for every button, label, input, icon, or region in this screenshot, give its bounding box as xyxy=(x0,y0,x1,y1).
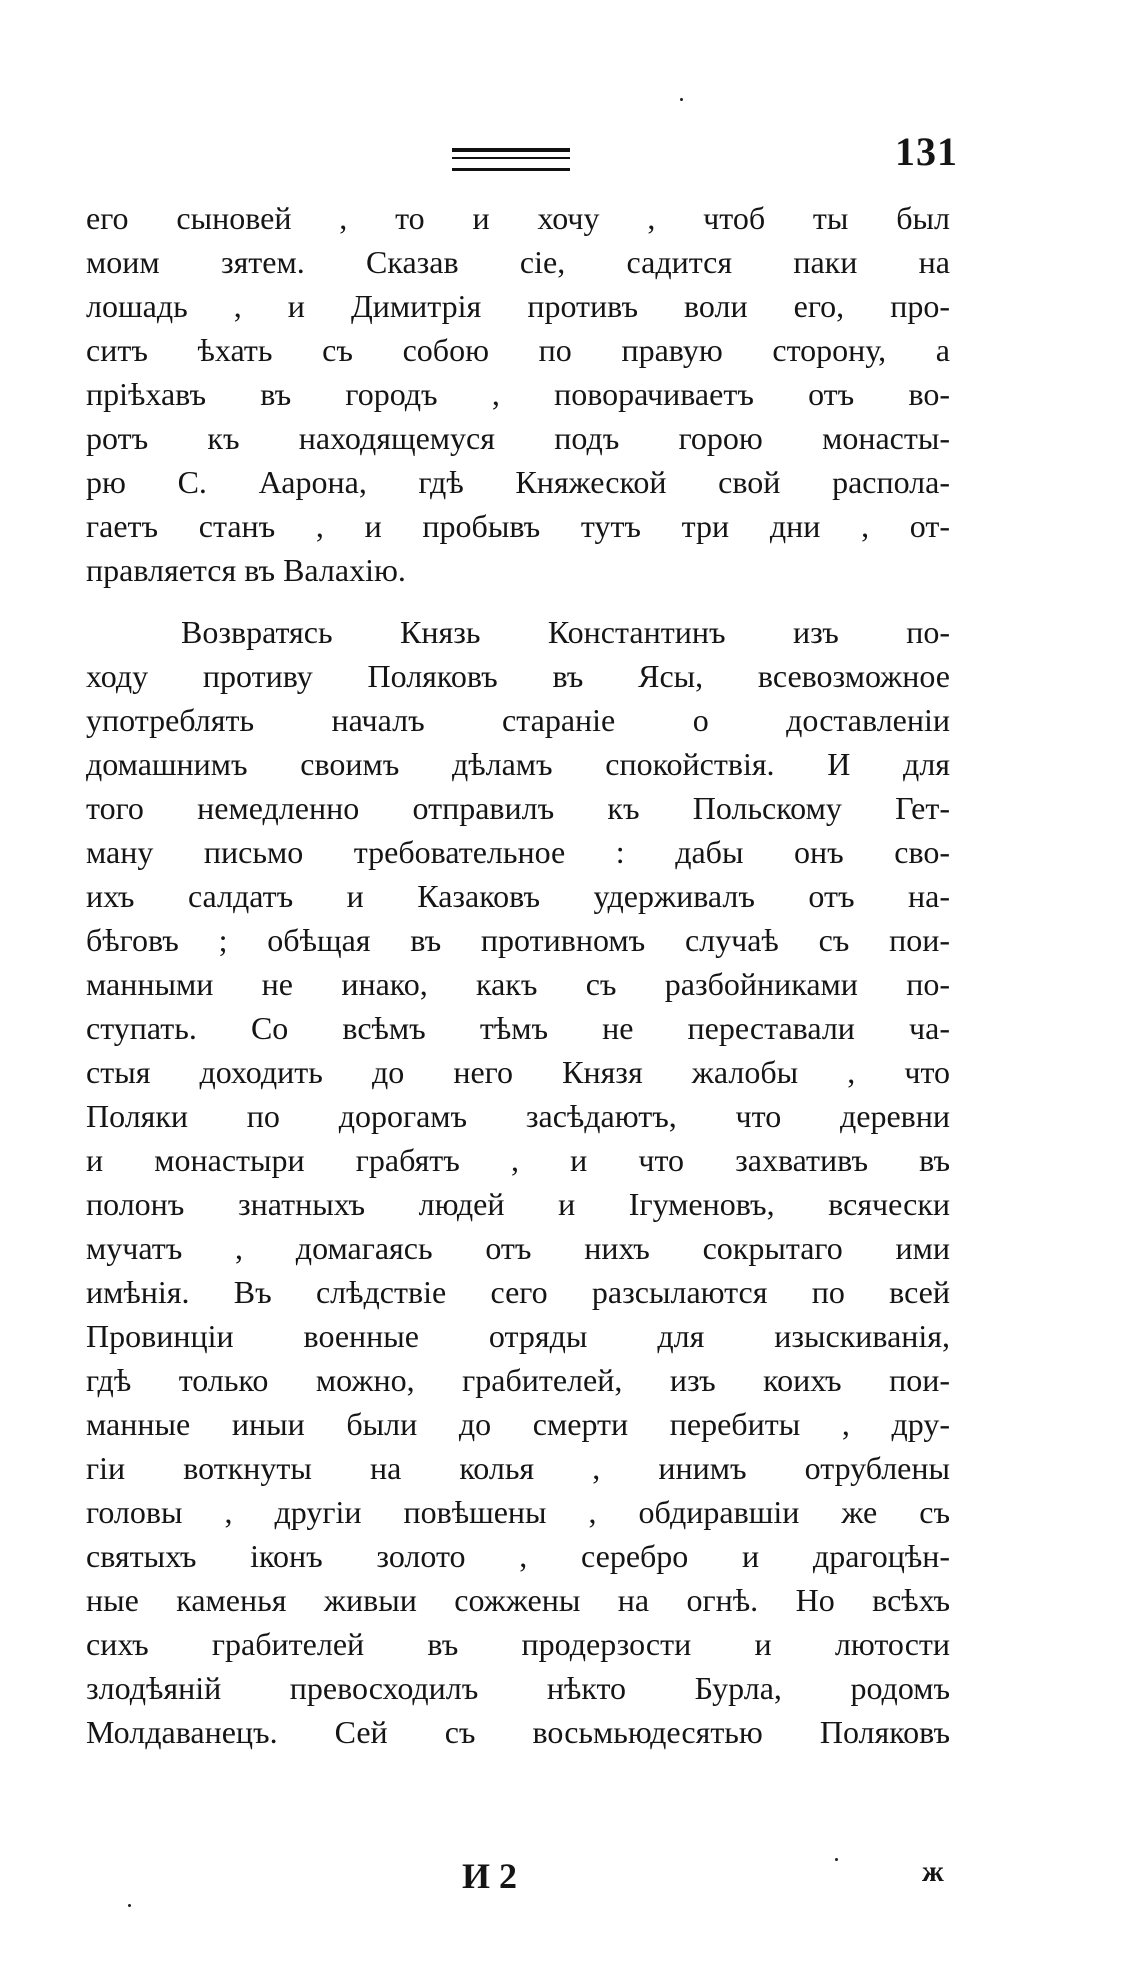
text-line: домашнимъ своимъ дѣламъ спокойствія. И для xyxy=(86,746,950,782)
text-line: Возвратясь Князь Константинъ изъ по- xyxy=(181,614,950,650)
body-text xyxy=(86,196,950,1754)
text-line: и монастыри грабятъ , и что захвативъ въ xyxy=(86,1142,950,1178)
text-line: пріѣхавъ въ городъ , поворачиваетъ отъ во- xyxy=(86,376,950,412)
header-rule xyxy=(452,148,570,171)
text-line: гаетъ станъ , и пробывъ тутъ три дни , от- xyxy=(86,508,950,544)
text-line: его сыновей , то и хочу , чтоб ты был xyxy=(86,200,950,236)
text-line: Провинціи военные отряды для изыскиванія, xyxy=(86,1318,950,1354)
text-line: полонъ знатныхъ людей и Ігуменовъ, всячески xyxy=(86,1186,950,1222)
text-line: злодѣяній превосходилъ нѣкто Бурла, родомъ xyxy=(86,1670,950,1706)
text-line: манные иныи были до смерти перебиты , дру- xyxy=(86,1406,950,1442)
text-line: мучатъ , домагаясь отъ нихъ сокрытаго ими xyxy=(86,1230,950,1266)
text-line: сихъ грабителей въ продерзости и лютости xyxy=(86,1626,950,1662)
print-speck xyxy=(680,98,683,101)
text-line: имѣнія. Въ слѣдствіе сего разсылаются по всей xyxy=(86,1274,950,1310)
text-line: манными не инако, какъ съ разбойниками по- xyxy=(86,966,950,1002)
signature-mark: И 2 xyxy=(462,1856,518,1896)
print-speck xyxy=(128,1904,131,1907)
text-line: ротъ къ находящемуся подъ горою монасты- xyxy=(86,420,950,456)
text-line: ману письмо требовательное : дабы онъ сво- xyxy=(86,834,950,870)
text-line: Молдаванецъ. Сей съ восьмьюдесятью Поляковъ xyxy=(86,1714,950,1750)
text-line: моим зятем. Сказав сіе, садится паки на xyxy=(86,244,950,280)
text-line: ихъ салдатъ и Казаковъ удерживалъ отъ на- xyxy=(86,878,950,914)
text-line: ходу противу Поляковъ въ Ясы, всевозможное xyxy=(86,658,950,694)
text-line: головы , другіи повѣшены , обдиравшіи же съ xyxy=(86,1494,950,1530)
text-line: правляется въ Валахію. xyxy=(86,552,406,588)
text-line: святыхъ іконъ золото , серебро и драгоцѣн- xyxy=(86,1538,950,1574)
text-line: употреблять началъ стараніе о доставленіи xyxy=(86,702,950,738)
text-line: гдѣ только можно, грабителей, изъ коихъ пои- xyxy=(86,1362,950,1398)
text-line: гіи воткнуты на колья , инимъ отрублены xyxy=(86,1450,950,1486)
text-line: рю С. Аарона, гдѣ Княжеской свой распола- xyxy=(86,464,950,500)
text-line: лошадь , и Димитрія противъ воли его, про- xyxy=(86,288,950,324)
text-line: ступать. Со всѣмъ тѣмъ не переставали ча- xyxy=(86,1010,950,1046)
print-speck xyxy=(835,1858,838,1861)
text-line: ситъ ѣхать съ собою по правую сторону, а xyxy=(86,332,950,368)
text-line: ные каменья живыи сожжены на огнѣ. Но всѣхъ xyxy=(86,1582,950,1618)
text-line: того немедленно отправилъ къ Польскому Гет- xyxy=(86,790,950,826)
catchword: ж xyxy=(922,1855,944,1888)
text-line: стыя доходить до него Князя жалобы , что xyxy=(86,1054,950,1090)
paragraph-gap xyxy=(86,592,950,610)
text-line: бѣговъ ; обѣщая въ противномъ случаѣ съ пои- xyxy=(86,922,950,958)
page-number: 131 xyxy=(895,129,958,174)
text-line: Поляки по дорогамъ засѣдаютъ, что деревни xyxy=(86,1098,950,1134)
